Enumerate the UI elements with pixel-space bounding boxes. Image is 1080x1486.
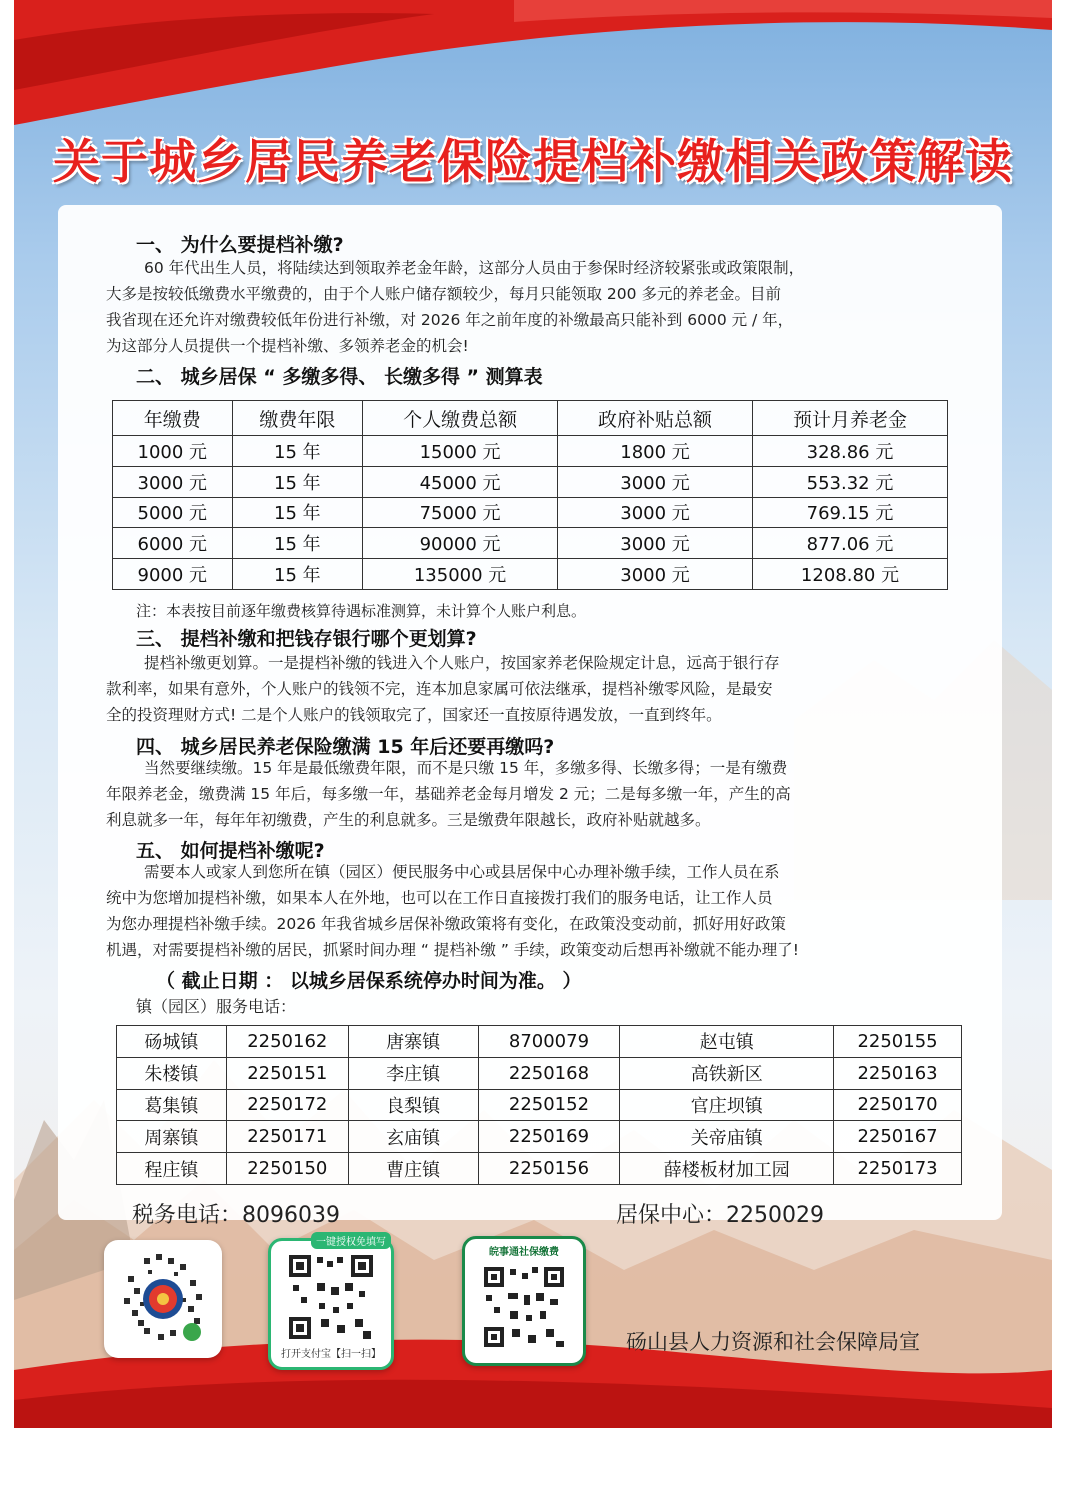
section-1-heading: 一、 为什么要提档补缴? (136, 234, 344, 256)
table-row (117, 1121, 962, 1153)
table-cell: 3000 元 (558, 466, 753, 497)
pension-calc-table (112, 400, 948, 590)
table-cell: 1000 元 (113, 436, 233, 467)
town-name: 赵屯镇 (620, 1026, 834, 1058)
table-row (117, 1153, 962, 1185)
section-4-body (106, 755, 791, 833)
phone-number: 2250169 (478, 1121, 620, 1153)
section-3-line: 提档补缴更划算。一是提档补缴的钱进入个人账户，按国家养老保险规定计息，远高于银行存 (144, 654, 780, 672)
section-4-heading: 四、 城乡居民养老保险缴满 15 年后还要再缴吗? (136, 736, 555, 758)
phone-number: 2250170 (834, 1089, 962, 1121)
table-cell: 75000 元 (363, 497, 558, 528)
table-header-cell: 个人缴费总额 (363, 401, 558, 436)
wechat-miniprogram-qr-icon (104, 1240, 222, 1358)
alipay-qr-icon (287, 1253, 375, 1341)
table-cell: 15 年 (232, 466, 363, 497)
table-cell: 6000 元 (113, 528, 233, 559)
tax-hotline: 税务电话：8096039 (132, 1203, 340, 1228)
town-name: 高铁新区 (620, 1057, 834, 1089)
town-name: 薛楼板材加工园 (620, 1153, 834, 1185)
section-5-body (106, 859, 799, 963)
phone-number: 2250150 (226, 1153, 348, 1185)
wanshitong-qr-card[interactable] (462, 1236, 586, 1366)
phone-number: 2250167 (834, 1121, 962, 1153)
town-name: 关帝庙镇 (620, 1121, 834, 1153)
table-cell: 135000 元 (363, 559, 558, 590)
town-name: 葛集镇 (117, 1089, 227, 1121)
town-name: 砀城镇 (117, 1026, 227, 1058)
table-cell: 5000 元 (113, 497, 233, 528)
service-phone-table (116, 1025, 962, 1185)
table-header-cell: 缴费年限 (232, 401, 363, 436)
issuing-organization: 砀山县人力资源和社会保障局宣 (626, 1330, 920, 1354)
phone-number: 2250163 (834, 1057, 962, 1089)
section-5-line: 机遇，对需要提档补缴的居民，抓紧时间办理 “ 提档补缴 ” 手续，政策变动后想再补缴就不能办理了! (106, 941, 799, 959)
phone-number: 2250171 (226, 1121, 348, 1153)
table-cell: 15 年 (232, 528, 363, 559)
section-3-heading: 三、 提档补缴和把钱存银行哪个更划算? (136, 628, 477, 650)
table-cell: 15 年 (232, 559, 363, 590)
poster (14, 0, 1052, 1428)
section-4-line: 当然要继续缴。15 年是最低缴费年限，而不是只缴 15 年，多缴多得、长缴多得；一是有缴费 (144, 759, 788, 777)
town-name: 周寨镇 (117, 1121, 227, 1153)
social-insurance-center-hotline: 居保中心：2250029 (616, 1203, 824, 1228)
section-4-line: 年限养老金，缴费满 15 年后，每多缴一年，基础养老金每月增发 2 元；二是每多缴一年，产生的高 (106, 785, 791, 803)
table-header-row (113, 401, 948, 436)
wanshitong-qr-caption: 皖事通社保缴费 (489, 1247, 559, 1258)
table-cell: 15 年 (232, 436, 363, 467)
table-cell: 1800 元 (558, 436, 753, 467)
table-header-cell: 预计月养老金 (753, 401, 948, 436)
top-ribbon (14, 0, 1052, 130)
phone-table-label: 镇（园区）服务电话： (136, 997, 297, 1016)
phone-number: 2250172 (226, 1089, 348, 1121)
section-5-line: 为您办理提档补缴手续。2026 年我省城乡居保补缴政策将有变化，在政策没变动前，抓好用好政策 (106, 915, 786, 933)
phone-number: 8700079 (478, 1026, 620, 1058)
table-cell: 9000 元 (113, 559, 233, 590)
section-3-line: 款利率，如果有意外，个人账户的钱领不完，连本加息家属可依法继承，提档补缴零风险，是最安 (106, 680, 773, 698)
table-header-cell: 年缴费 (113, 401, 233, 436)
town-name: 李庄镇 (348, 1057, 478, 1089)
section-1-line: 我省现在还允许对缴费较低年份进行补缴，对 2026 年之前年度的补缴最高只能补到 6000 元 / 年， (106, 311, 794, 329)
deadline-note: （ 截止日期 ： 以城乡居保系统停办时间为准。 ） (156, 970, 582, 992)
table-row (113, 436, 948, 467)
table-cell: 45000 元 (363, 466, 558, 497)
town-name: 官庄坝镇 (620, 1089, 834, 1121)
table-cell: 15000 元 (363, 436, 558, 467)
table-row (113, 559, 948, 590)
town-name: 曹庄镇 (348, 1153, 478, 1185)
section-5-line: 需要本人或家人到您所在镇（园区）便民服务中心或县居保中心办理补缴手续，工作人员在系 (144, 863, 780, 881)
table-row (117, 1026, 962, 1058)
section-1-line: 为这部分人员提供一个提档补缴、多领养老金的机会! (106, 337, 469, 355)
town-name: 玄庙镇 (348, 1121, 478, 1153)
phone-number: 2250173 (834, 1153, 962, 1185)
section-4-line: 利息就多一年，每年年初缴费，产生的利息就多。三是缴费年限越长，政府补贴就越多。 (106, 811, 711, 829)
table-cell: 328.86 元 (753, 436, 948, 467)
section-3-body (106, 650, 780, 728)
phone-number: 2250162 (226, 1026, 348, 1058)
alipay-qr-card[interactable] (268, 1238, 394, 1370)
alipay-qr-bottom-caption: 打开支付宝【扫一扫】 (281, 1349, 381, 1360)
table-cell: 877.06 元 (753, 528, 948, 559)
table-header-cell: 政府补贴总额 (558, 401, 753, 436)
table-cell: 3000 元 (558, 528, 753, 559)
table-cell: 90000 元 (363, 528, 558, 559)
town-name: 朱楼镇 (117, 1057, 227, 1089)
table-row (117, 1057, 962, 1089)
phone-number: 2250152 (478, 1089, 620, 1121)
phone-number: 2250156 (478, 1153, 620, 1185)
table-row (113, 497, 948, 528)
table-cell: 3000 元 (113, 466, 233, 497)
section-1-body (106, 255, 804, 359)
phone-number: 2250155 (834, 1026, 962, 1058)
table-cell: 553.32 元 (753, 466, 948, 497)
town-name: 唐寨镇 (348, 1026, 478, 1058)
section-5-heading: 五、 如何提档补缴呢? (136, 840, 325, 862)
table-note: 注：本表按目前逐年缴费核算待遇标准测算，未计算个人账户利息。 (136, 602, 587, 620)
town-name: 程庄镇 (117, 1153, 227, 1185)
alipay-qr-top-caption: 一键授权免填写 (311, 1232, 391, 1249)
phone-number: 2250151 (226, 1057, 348, 1089)
section-3-line: 全的投资理财方式! 二是个人账户的钱领取完了，国家还一直按原待遇发放，一直到终年。 (106, 706, 722, 724)
wechat-qr-card[interactable] (104, 1240, 222, 1358)
section-1-line: 大多是按较低缴费水平缴费的，由于个人账户储存额较少，每月只能领取 200 多元的养老金。目前 (106, 285, 781, 303)
table-row (113, 528, 948, 559)
phone-number: 2250168 (478, 1057, 620, 1089)
table-cell: 1208.80 元 (753, 559, 948, 590)
section-1-line: 60 年代出生人员，将陆续达到领取养老金年龄，这部分人员由于参保时经济较紧张或政策限制， (144, 259, 805, 277)
table-row (117, 1089, 962, 1121)
table-cell: 3000 元 (558, 497, 753, 528)
table-cell: 15 年 (232, 497, 363, 528)
section-5-line: 统中为您增加提档补缴，如果本人在外地，也可以在工作日直接拨打我们的服务电话，让工作人员 (106, 889, 773, 907)
table-cell: 769.15 元 (753, 497, 948, 528)
page-title: 关于城乡居民养老保险提档补缴相关政策解读 (53, 135, 1013, 190)
town-name: 良梨镇 (348, 1089, 478, 1121)
table-row (113, 466, 948, 497)
table-cell: 3000 元 (558, 559, 753, 590)
wanshitong-qr-icon (482, 1265, 566, 1349)
section-2-heading: 二、 城乡居保 “ 多缴多得、 长缴多得 ” 测算表 (136, 366, 543, 388)
